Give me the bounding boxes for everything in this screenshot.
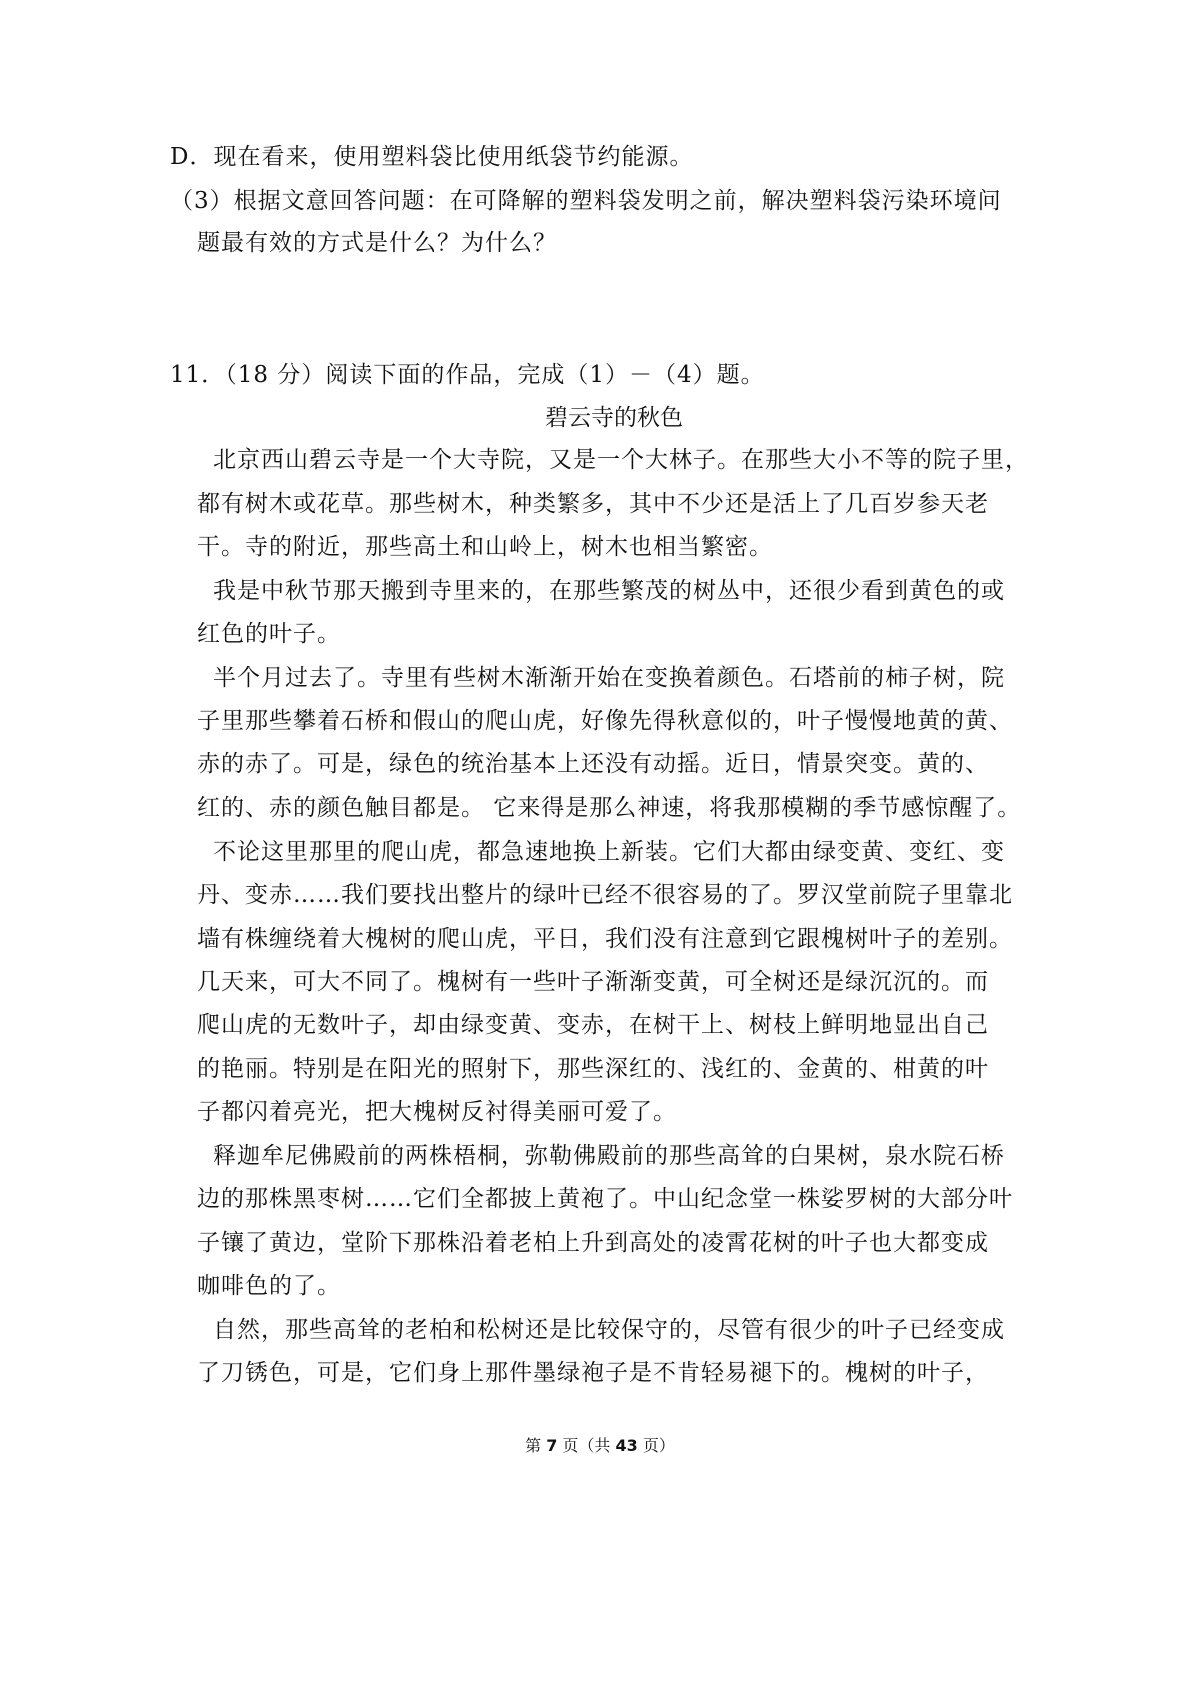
footer-suffix: 页） [637, 1436, 675, 1455]
passage-line: 墙有株缠绕着大槐树的爬山虎，平日，我们没有注意到它跟槐树叶子的差别。 [197, 926, 1013, 952]
passage-line: 自然，那些高耸的老柏和松树还是比较保守的，尽管有很少的叶子已经变成 [213, 1317, 1005, 1343]
passage-line: 干。寺的附近，那些高土和山岭上，树木也相当繁密。 [197, 534, 773, 560]
passage-line: 子镶了黄边，堂阶下那株沿着老柏上升到高处的凌霄花树的叶子也大都变成 [197, 1230, 989, 1256]
passage-line: 爬山虎的无数叶子，却由绿变黄、变赤，在树干上、树枝上鲜明地显出自己 [197, 1012, 989, 1038]
passage-line: 赤的赤了。可是，绿色的统治基本上还没有动摇。近日，情景突变。黄的、 [197, 751, 989, 777]
option-d: D．现在看来，使用塑料袋比使用纸袋节约能源。 [170, 144, 694, 170]
page-footer [0, 1436, 1200, 1456]
passage-line: 红色的叶子。 [197, 621, 341, 647]
passage-line: 红的、赤的颜色触目都是。 它来得是那么神速，将我那模糊的季节感惊醒了。 [197, 795, 1022, 821]
passage-line: 咖啡色的了。 [197, 1273, 341, 1299]
passage-line: 子里那些攀着石桥和假山的爬山虎，好像先得秋意似的，叶子慢慢地黄的黄、 [197, 708, 1013, 734]
passage-line: 几天来，可大不同了。槐树有一些叶子渐渐变黄，可全树还是绿沉沉的。而 [197, 969, 989, 995]
question-3-line-2: 题最有效的方式是什么？为什么？ [197, 230, 557, 256]
passage-line: 子都闪着亮光，把大槐树反衬得美丽可爱了。 [197, 1099, 677, 1125]
footer-middle: 页（共 [557, 1436, 616, 1455]
passage-line: 北京西山碧云寺是一个大寺院，又是一个大林子。在那些大小不等的院子里， [213, 447, 1029, 473]
passage-line: 都有树木或花草。那些树木，种类繁多，其中不少还是活上了几百岁参天老 [197, 491, 989, 517]
passage-line: 我是中秋节那天搬到寺里来的，在那些繁茂的树丛中，还很少看到黄色的或 [213, 578, 1005, 604]
passage-line: 半个月过去了。寺里有些树木渐渐开始在变换着颜色。石塔前的柿子树，院 [213, 665, 1005, 691]
passage-line: 不论这里那里的爬山虎，都急速地换上新装。它们大都由绿变黄、变红、变 [213, 839, 1005, 865]
page-number: 7 [546, 1436, 558, 1455]
passage-line: 边的那株黑枣树……它们全都披上黄袍了。中山纪念堂一株娑罗树的大部分叶 [197, 1186, 1013, 1212]
passage-line: 的艳丽。特别是在阳光的照射下，那些深红的、浅红的、金黄的、柑黄的叶 [197, 1056, 989, 1082]
passage-line: 丹、变赤……我们要找出整片的绿叶已经不很容易的了。罗汉堂前院子里靠北 [197, 882, 1013, 908]
passage-line: 释迦牟尼佛殿前的两株梧桐，弥勒佛殿前的那些高耸的白果树，泉水院石桥 [213, 1143, 1005, 1169]
passage-title: 碧云寺的秋色 [545, 405, 683, 431]
question-11-header: 11．（18 分）阅读下面的作品，完成（1）－（4）题。 [170, 362, 765, 388]
footer-prefix: 第 [525, 1436, 547, 1455]
passage-line: 了刀锈色，可是，它们身上那件墨绿袍子是不肯轻易褪下的。槐树的叶子， [197, 1360, 989, 1386]
total-pages: 43 [615, 1436, 638, 1455]
question-3-line-1: （3）根据文意回答问题：在可降解的塑料袋发明之前，解决塑料袋污染环境问 [170, 188, 1002, 214]
